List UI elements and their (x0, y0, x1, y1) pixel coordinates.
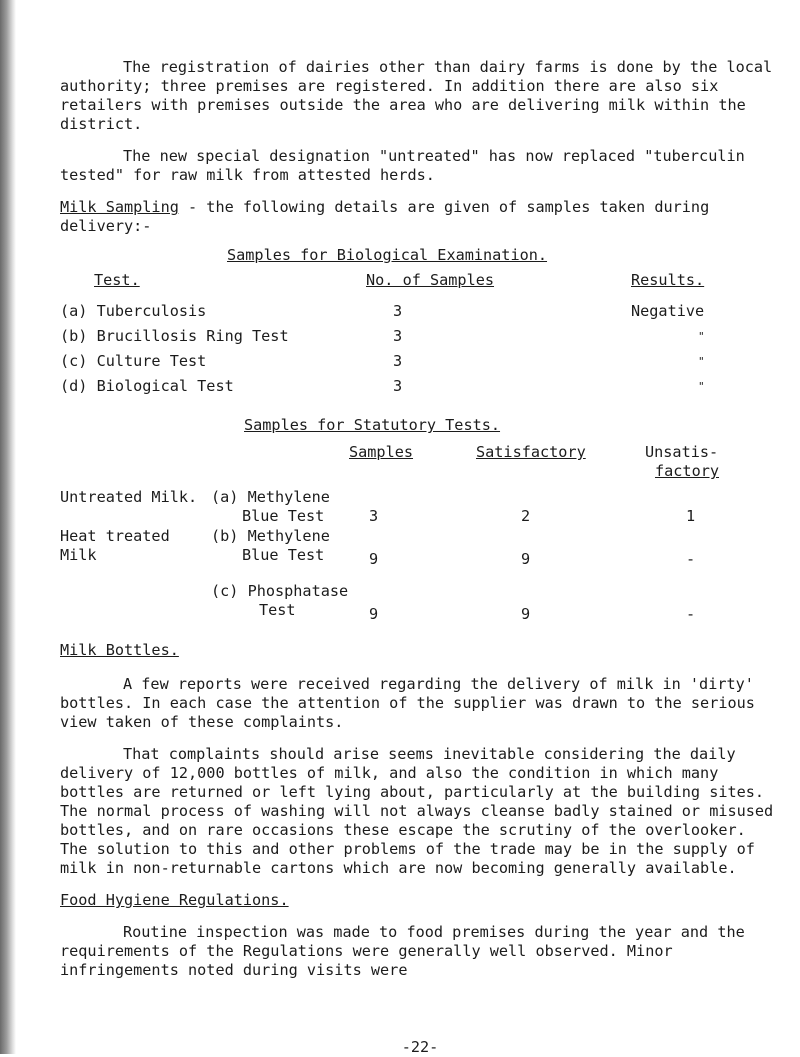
stat-table: Samples Satisfactory Unsatis- factory Untreated Milk. Heat treated Milk (a) Methylene Blue Test 3 2 1 (b) Methylene Blue Test 9 9 - (c) Phosphatase Test 9 9 - Milk Bottles. (60, 443, 720, 659)
table-row: (d) Biological Test 3 " (60, 377, 705, 395)
page-number: -22- (401, 1038, 439, 1056)
milk-bottles-heading: Milk Bottles. (60, 641, 179, 659)
bio-header-no: No. of Samples (366, 271, 495, 289)
scan-edge (0, 0, 16, 1054)
table-row: (a) Tuberculosis 3 Negative (60, 302, 705, 320)
table-row: (c) Culture Test 3 " (60, 352, 705, 370)
milk-sampling-text: - the following details are given of samples taken during delivery:- (60, 198, 710, 235)
bio-table (60, 302, 780, 402)
milk-bottles-paragraph-2: That complaints should arise seems inevitable considering the daily delivery of 12,000 bottles of milk, and also the condition in which many bottles are returned or left lying about, particularly at the building sites. The normal process of washing will not always cleanse badly stained or misused bottles, and on rare occasions these escape the scrutiny of the overlooker. The solution to this and other problems of the trade may be in the supply of milk in non-returnable cartons which are now becoming generally available. (60, 745, 774, 877)
bio-header-row (60, 271, 780, 296)
food-hygiene-heading: Food Hygiene Regulations. (60, 891, 289, 909)
stat-header-unsat-1: Unsatis- (645, 443, 719, 461)
dairies-paragraph: The registration of dairies other than dairy farms is done by the local authority; three premises are registered. In addition there are also six retailers with premises outside the area who are delivering milk within the district. (60, 58, 773, 133)
bio-header-results: Results. (631, 271, 705, 289)
food-hygiene-paragraph: Routine inspection was made to food premises during the year and the requirements of the Regulations were generally well observed. Minor infringements noted during visits were (60, 923, 745, 979)
milk-bottles-paragraph-1: A few reports were received regarding the delivery of milk in 'dirty' bottles. In each case the attention of the supplier was drawn to the serious view taken of these complaints. (60, 675, 755, 731)
milk-sampling-heading: Milk Sampling (60, 198, 179, 216)
bio-title: Samples for Biological Examination. (227, 246, 548, 264)
stat-header-unsat-2: factory (655, 462, 720, 480)
table-row: (b) Brucillosis Ring Test 3 " (60, 327, 705, 345)
stat-title: Samples for Statutory Tests. (244, 416, 501, 434)
document-page (60, 58, 780, 1056)
bio-header-test: Test. (94, 271, 140, 289)
designation-paragraph: The new special designation "untreated" has now replaced "tuberculin tested" for raw milk from attested herds. (60, 147, 745, 184)
milk-sampling-paragraph (60, 198, 780, 236)
untreated-label: Untreated Milk. (60, 488, 198, 506)
heat-treated-label-2: Milk (60, 546, 97, 564)
stat-header-samples: Samples (349, 443, 414, 461)
stat-header-satisfactory: Satisfactory (476, 443, 586, 461)
heat-treated-label: Heat treated (60, 527, 170, 545)
